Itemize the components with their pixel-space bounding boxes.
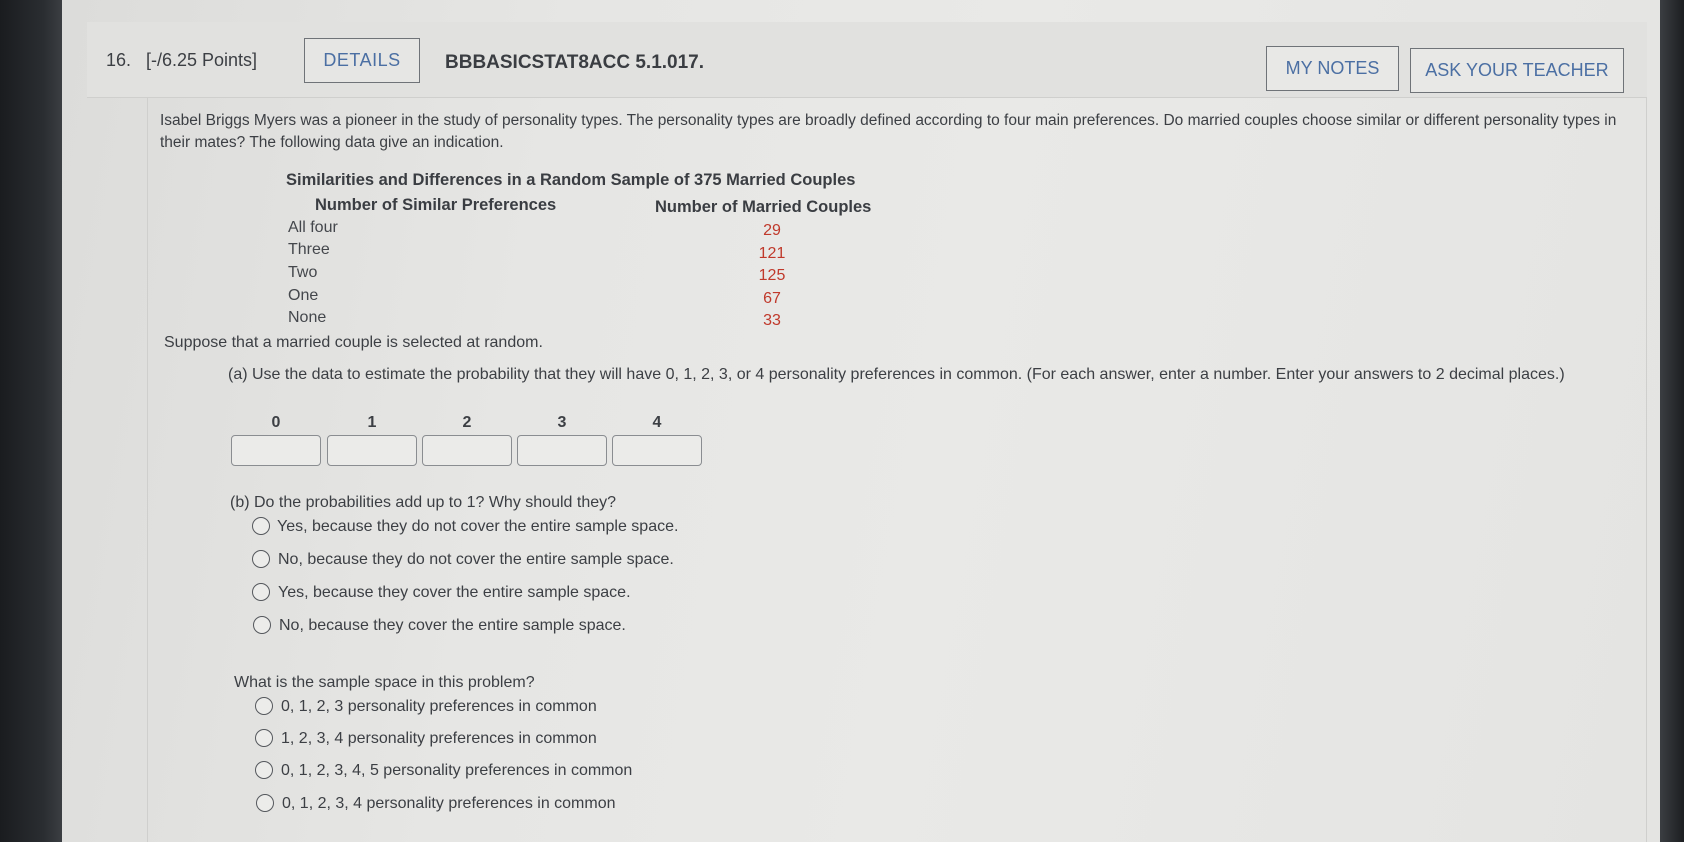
part-b-question: (b) Do the probabilities add up to 1? Why should they? [230,494,617,511]
monitor-bezel-left [0,0,62,842]
part-b-radio-1[interactable] [252,517,270,535]
answer-header-0: 0 [271,414,281,431]
sample-space-radio-4[interactable] [256,794,274,812]
answer-header-4: 4 [652,414,662,431]
answer-input-4[interactable] [612,435,702,466]
intro-text: Isabel Briggs Myers was a pioneer in the study of personality types. The personality types are broadly defined according to four main preferences. Do married couples choose similar or different personality types in their mates? The following data give an indication. [160,112,1617,151]
table-row-value: 29 [763,222,781,239]
ask-teacher-button[interactable]: ASK YOUR TEACHER [1410,48,1624,93]
sample-space-question: What is the sample space in this problem? [234,674,535,691]
sample-space-option-4[interactable]: 0, 1, 2, 3, 4 personality preferences in common [282,795,616,812]
sample-space-radio-1[interactable] [255,697,273,715]
answer-header-3: 3 [557,414,567,431]
table-row-label: Three [288,241,330,258]
answer-header-1: 1 [367,414,377,431]
points-label: [-/6.25 Points] [146,50,258,70]
table-row-label: One [288,287,319,304]
part-b-radio-3[interactable] [252,583,270,601]
part-b-option-3[interactable]: Yes, because they cover the entire sample space. [278,584,631,601]
table-title: Similarities and Differences in a Random Sample of 375 Married Couples [286,171,856,189]
sample-space-radio-3[interactable] [255,761,273,779]
suppose-text: Suppose that a married couple is selected at random. [164,334,543,351]
table-row-label: None [288,309,327,326]
question-number: 16. [106,50,132,70]
part-b-option-1[interactable]: Yes, because they do not cover the entire sample space. [277,518,679,535]
part-b-radio-2[interactable] [252,550,270,568]
table-row-label: Two [288,264,318,281]
answer-input-1[interactable] [327,435,417,466]
table-row-value: 121 [758,245,786,262]
my-notes-button[interactable]: MY NOTES [1266,46,1399,91]
answer-input-2[interactable] [422,435,512,466]
table-row-label: All four [288,219,338,236]
table-row-value: 67 [763,290,781,307]
part-b-radio-4[interactable] [253,616,271,634]
problem-code: BBBASICSTAT8ACC 5.1.017. [445,52,705,73]
details-button[interactable]: DETAILS [304,38,420,83]
sample-space-option-2[interactable]: 1, 2, 3, 4 personality preferences in common [281,730,597,747]
sample-space-radio-2[interactable] [255,729,273,747]
part-b-option-2[interactable]: No, because they do not cover the entire sample space. [278,551,674,568]
answer-input-3[interactable] [517,435,607,466]
answer-header-2: 2 [462,414,472,431]
table-col-similar-preferences: Number of Similar Preferences [315,196,557,214]
part-a-question: (a) Use the data to estimate the probability that they will have 0, 1, 2, 3, or 4 personality preferences in common. (For each answer, enter a number. Enter your answers to 2 decimal places.) [228,366,1565,383]
monitor-bezel-right [1660,0,1684,842]
part-b-option-4[interactable]: No, because they cover the entire sample space. [279,617,626,634]
sample-space-option-3[interactable]: 0, 1, 2, 3, 4, 5 personality preferences in common [281,762,633,779]
question-page [62,0,1660,842]
table-row-value: 33 [763,312,781,329]
sample-space-option-1[interactable]: 0, 1, 2, 3 personality preferences in common [281,698,597,715]
table-row-value: 125 [758,267,786,284]
answer-input-0[interactable] [231,435,321,466]
table-col-married-couples: Number of Married Couples [655,198,872,216]
